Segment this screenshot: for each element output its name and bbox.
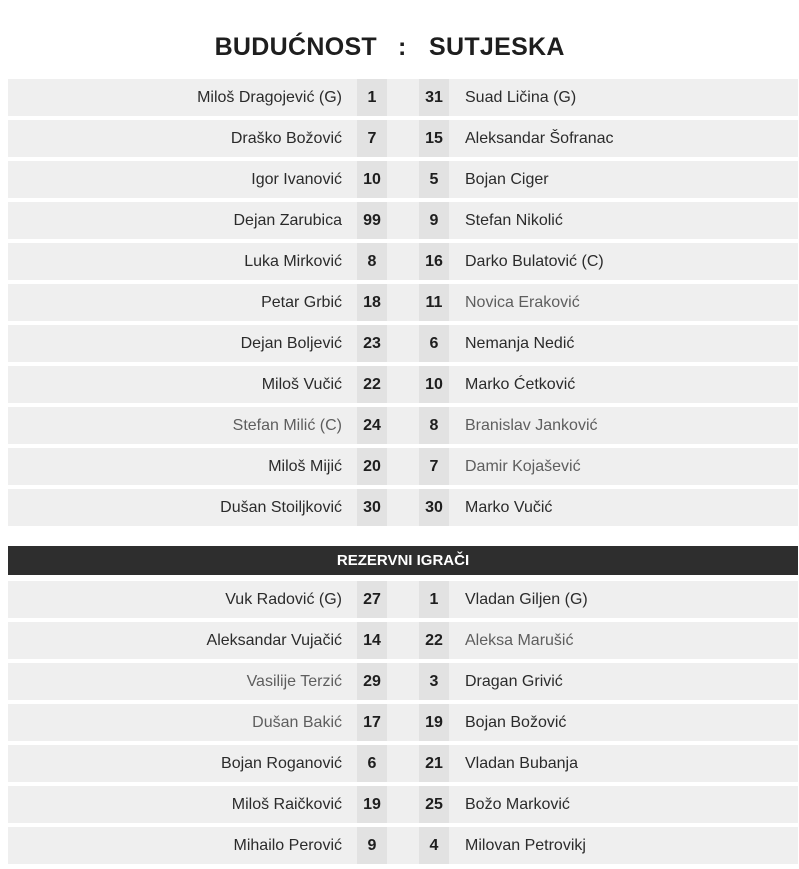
home-player-number: 7 [357, 120, 387, 157]
away-player-name: Dragan Grivić [465, 673, 563, 690]
away-player-number: 19 [419, 704, 449, 741]
home-player-number: 17 [357, 704, 387, 741]
home-player-name: Miloš Raičković [231, 796, 342, 813]
home-player-number: 24 [357, 407, 387, 444]
away-player-number: 21 [419, 745, 449, 782]
match-header [0, 30, 799, 64]
starters-list [8, 79, 798, 530]
player-row [8, 284, 798, 321]
home-player-number: 1 [357, 79, 387, 116]
home-player-number: 10 [357, 161, 387, 198]
player-row [8, 366, 798, 403]
away-player-number: 4 [419, 827, 449, 864]
away-player-number: 8 [419, 407, 449, 444]
away-player-name: Darko Bulatović (C) [465, 253, 604, 270]
player-row [8, 161, 798, 198]
player-row [8, 663, 798, 700]
player-row [8, 581, 798, 618]
away-player-number: 16 [419, 243, 449, 280]
substitutes-header: REZERVNI IGRAČI [8, 546, 798, 575]
player-row [8, 448, 798, 485]
player-row [8, 745, 798, 782]
home-player-name: Vuk Radović (G) [225, 591, 342, 608]
away-player-number: 3 [419, 663, 449, 700]
home-player-number: 19 [357, 786, 387, 823]
home-team-name: BUDUĆNOST [214, 32, 377, 61]
substitutes-list [8, 581, 798, 868]
home-player-number: 22 [357, 366, 387, 403]
home-player-number: 99 [357, 202, 387, 239]
home-player-name: Dušan Stoiljković [220, 499, 342, 516]
player-row [8, 786, 798, 823]
team-separator: : [398, 32, 407, 61]
away-player-number: 22 [419, 622, 449, 659]
away-player-number: 5 [419, 161, 449, 198]
home-player-number: 6 [357, 745, 387, 782]
away-player-number: 11 [419, 284, 449, 321]
player-row [8, 622, 798, 659]
away-player-name: Suad Ličina (G) [465, 89, 577, 106]
player-row [8, 120, 798, 157]
away-player-name: Stefan Nikolić [465, 212, 563, 229]
home-player-name: Miloš Vučić [261, 376, 342, 393]
home-player-name: Miloš Mijić [268, 458, 342, 475]
home-player-number: 27 [357, 581, 387, 618]
away-player-name: Nemanja Nedić [465, 335, 575, 352]
home-player-number: 18 [357, 284, 387, 321]
home-player-name: Aleksandar Vujačić [206, 632, 342, 649]
away-player-number: 7 [419, 448, 449, 485]
away-player-name: Damir Kojašević [465, 458, 581, 475]
player-row [8, 325, 798, 362]
home-player-name: Petar Grbić [261, 294, 342, 311]
home-player-name: Dejan Boljević [240, 335, 342, 352]
away-player-number: 9 [419, 202, 449, 239]
home-player-name: Draško Božović [230, 130, 342, 147]
away-team-name: SUTJESKA [429, 32, 565, 61]
away-player-name: Novica Eraković [465, 294, 580, 311]
home-player-name: Vasilije Terzić [246, 673, 342, 690]
home-player-number: 23 [357, 325, 387, 362]
away-player-name: Aleksandar Šofranac [465, 130, 614, 147]
away-player-name: Božo Marković [465, 796, 570, 813]
player-row [8, 407, 798, 444]
away-player-name: Bojan Božović [465, 714, 567, 731]
away-player-name: Bojan Ciger [465, 171, 549, 188]
home-player-number: 30 [357, 489, 387, 526]
away-player-number: 25 [419, 786, 449, 823]
away-player-name: Branislav Janković [465, 417, 598, 434]
away-player-number: 15 [419, 120, 449, 157]
home-player-number: 8 [357, 243, 387, 280]
player-row [8, 202, 798, 239]
away-player-number: 30 [419, 489, 449, 526]
away-player-number: 10 [419, 366, 449, 403]
home-player-number: 14 [357, 622, 387, 659]
player-row [8, 704, 798, 741]
home-player-name: Igor Ivanović [251, 171, 342, 188]
home-player-name: Mihailo Perović [233, 837, 342, 854]
away-player-number: 31 [419, 79, 449, 116]
away-player-name: Aleksa Marušić [465, 632, 574, 649]
home-player-number: 29 [357, 663, 387, 700]
home-player-number: 9 [357, 827, 387, 864]
player-row [8, 489, 798, 526]
away-player-name: Milovan Petrovikj [465, 837, 586, 854]
away-player-number: 1 [419, 581, 449, 618]
home-player-name: Luka Mirković [244, 253, 342, 270]
player-row [8, 827, 798, 864]
away-player-name: Marko Vučić [465, 499, 553, 516]
home-player-name: Miloš Dragojević (G) [197, 89, 342, 106]
player-row [8, 243, 798, 280]
away-player-number: 6 [419, 325, 449, 362]
home-player-number: 20 [357, 448, 387, 485]
home-player-name: Dejan Zarubica [233, 212, 342, 229]
home-player-name: Dušan Bakić [252, 714, 342, 731]
away-player-name: Vladan Giljen (G) [465, 591, 588, 608]
away-player-name: Vladan Bubanja [465, 755, 578, 772]
player-row [8, 79, 798, 116]
home-player-name: Stefan Milić (C) [232, 417, 342, 434]
home-player-name: Bojan Roganović [221, 755, 342, 772]
away-player-name: Marko Ćetković [465, 376, 576, 393]
